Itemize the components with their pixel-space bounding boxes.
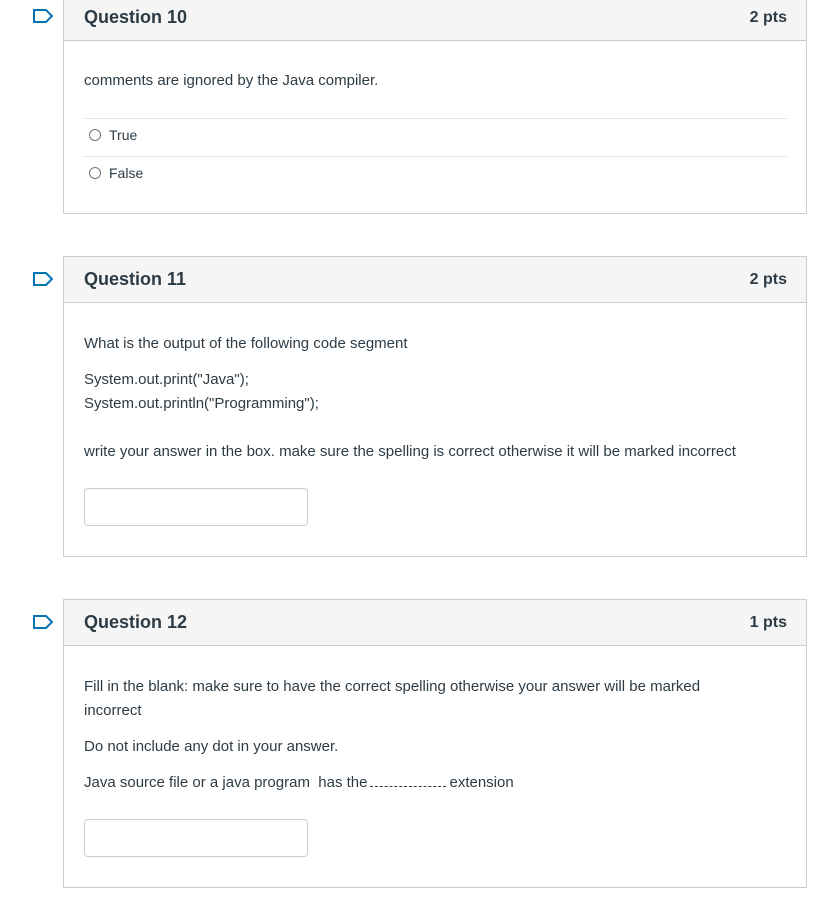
question-10-points: 2 pts [749,9,787,26]
sentence-before: Java source file or a java program has the [84,774,368,791]
question-10-title: Question 10 [84,7,188,27]
answer-input-question-12[interactable] [84,819,308,857]
option-false[interactable] [89,163,143,183]
question-12-note: Do not include any dot in your answer. [84,738,339,755]
option-false-label: False [109,165,144,181]
question-12-prompt: Fill in the blank: make sure to have the correct spelling otherwise your answer will be marked incorrect [84,678,701,719]
code-line-1: System.out.print("Java"); [84,371,249,388]
radio-true[interactable] [89,129,101,141]
question-10-card [63,0,807,214]
option-divider [84,156,787,157]
blank-line [370,774,446,787]
question-11-card [63,256,807,557]
question-12-header [64,600,806,646]
flag-question-11-icon[interactable] [33,272,53,286]
fill-blank-sentence [84,771,514,795]
question-12-title: Question 12 [84,612,188,632]
question-10-header [64,0,806,41]
option-true-label: True [109,127,138,143]
code-line-2: System.out.println("Programming"); [84,395,319,412]
flag-question-10-icon[interactable] [33,9,53,23]
radio-false[interactable] [89,167,101,179]
option-true[interactable] [89,125,137,145]
question-12-points: 1 pts [749,614,787,631]
flag-question-12-icon[interactable] [33,615,53,629]
sentence-after: extension [449,774,514,791]
option-divider [84,118,787,119]
question-11-title: Question 11 [84,269,187,289]
question-11-instruction: write your answer in the box. make sure the spelling is correct otherwise it will be marked incorrect [84,443,736,460]
question-11-prompt: What is the output of the following code segment [84,335,408,352]
question-10-prompt: comments are ignored by the Java compiler. [84,72,379,89]
question-12-card [63,599,807,888]
answer-input-question-11[interactable] [84,488,308,526]
question-11-points: 2 pts [749,271,787,288]
question-11-header [64,257,806,303]
